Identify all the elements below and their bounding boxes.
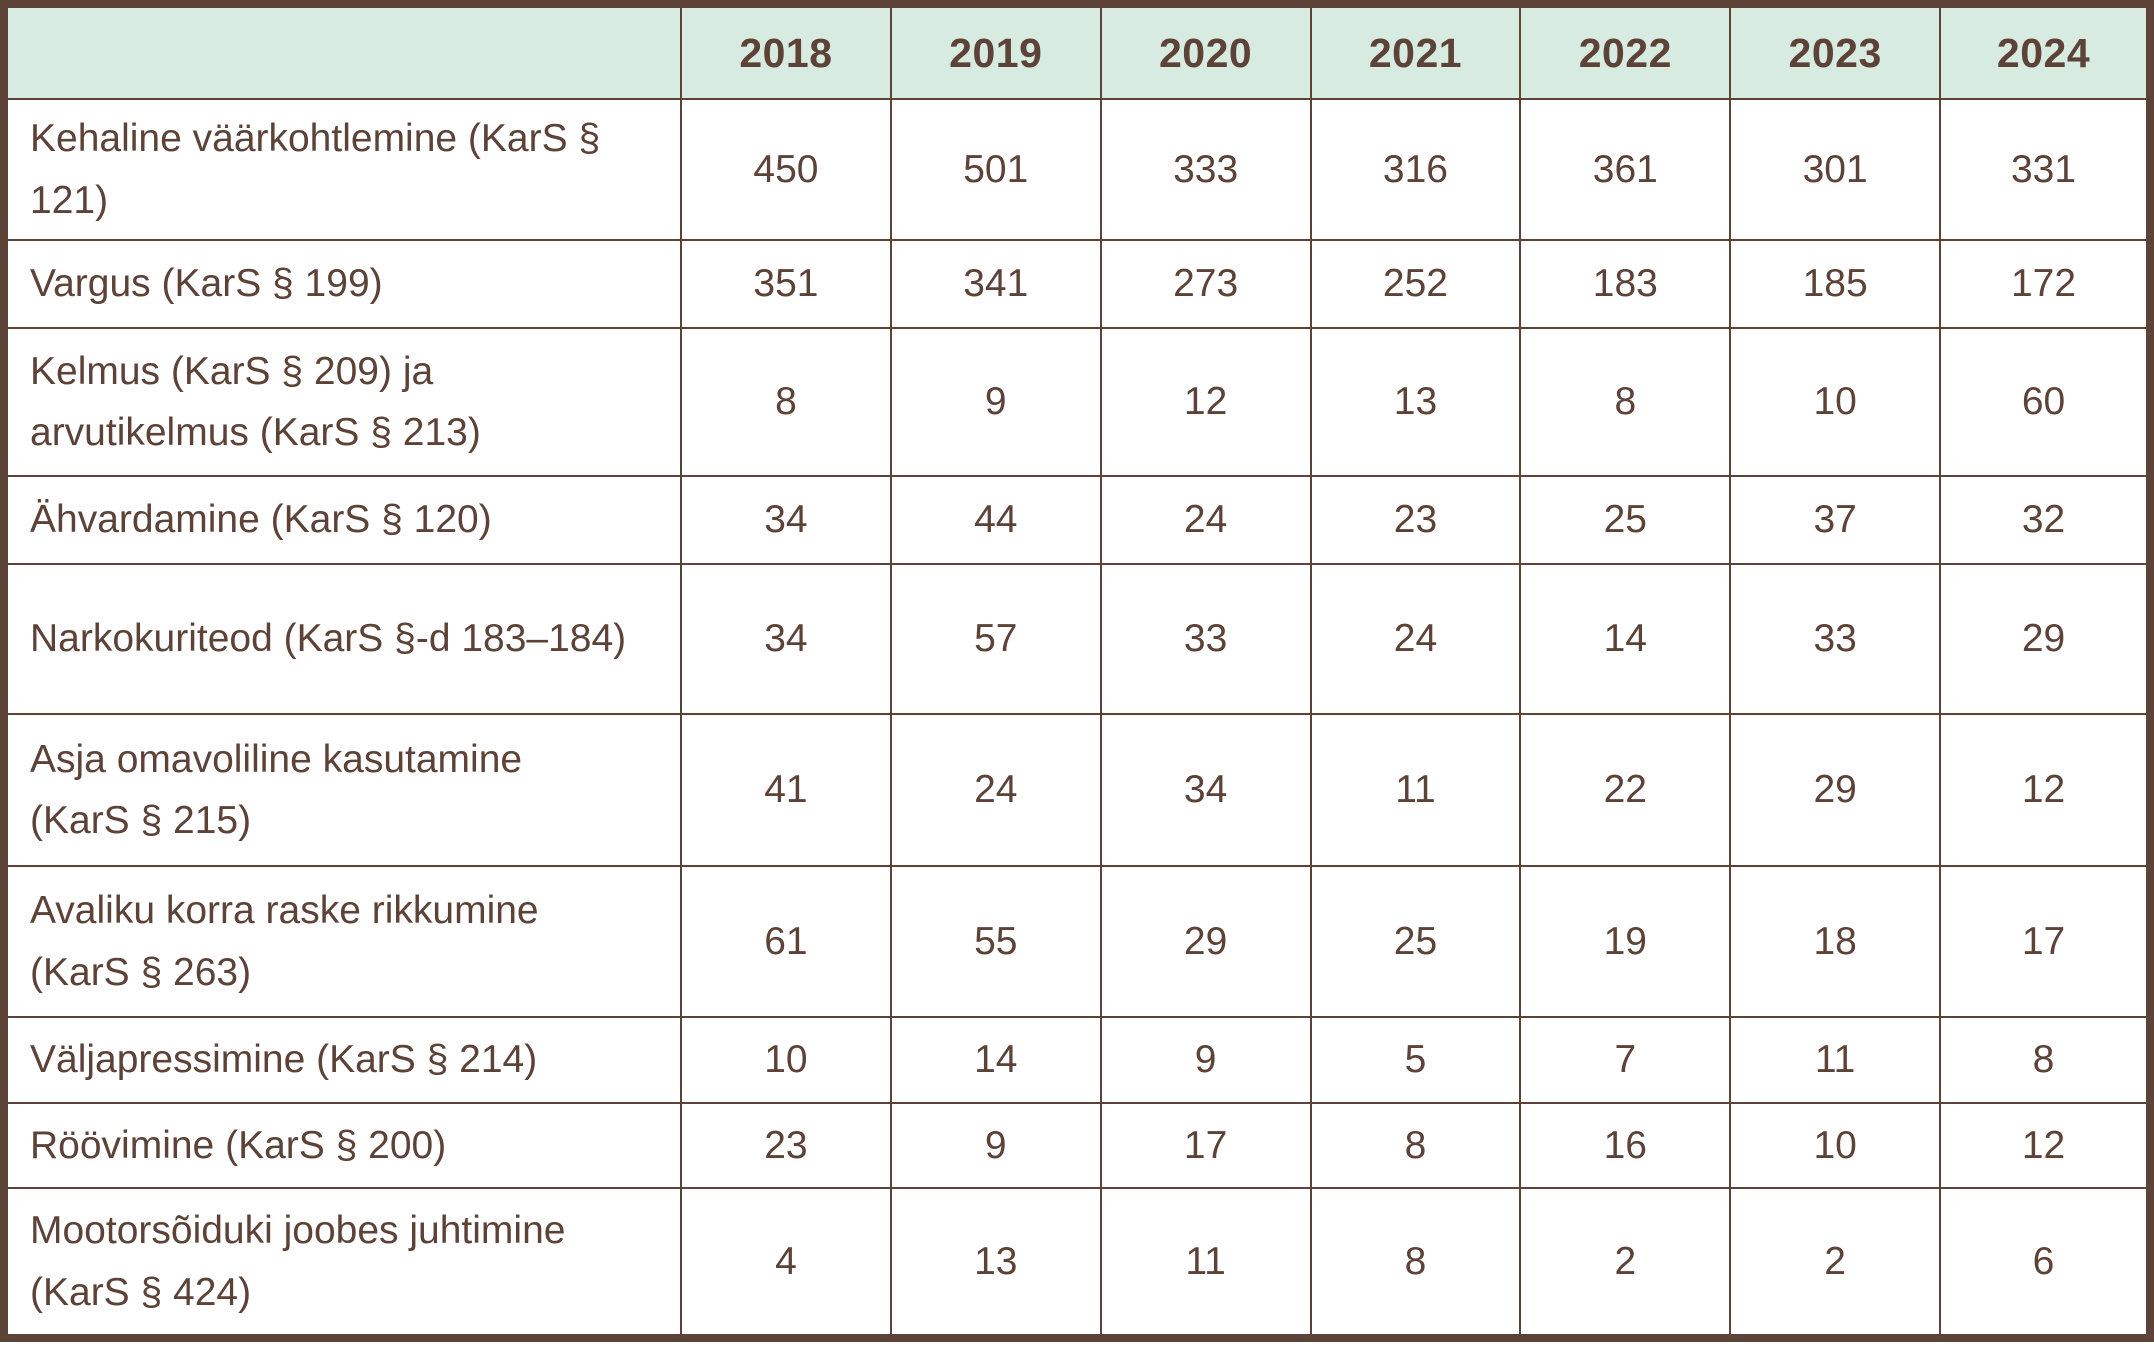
- value-cell: 57: [891, 564, 1101, 714]
- value-cell: 6: [1940, 1188, 2150, 1338]
- value-cell: 34: [681, 564, 891, 714]
- offence-label: Mootorsõiduki joobes juhtimine (KarS § 424): [4, 1188, 681, 1338]
- value-cell: 25: [1311, 866, 1521, 1017]
- value-cell: 8: [1311, 1188, 1521, 1338]
- value-cell: 32: [1940, 476, 2150, 564]
- value-cell: 185: [1730, 240, 1940, 328]
- value-cell: 8: [681, 328, 891, 476]
- table-row: [4, 564, 2150, 714]
- value-cell: 23: [1311, 476, 1521, 564]
- table-row: [4, 866, 2150, 1017]
- value-cell: 8: [1311, 1103, 1521, 1188]
- offence-label: Kehaline väärkohtlemine (KarS § 121): [4, 99, 681, 240]
- value-cell: 29: [1940, 564, 2150, 714]
- value-cell: 183: [1520, 240, 1730, 328]
- value-cell: 2: [1730, 1188, 1940, 1338]
- offence-label: Väljapressimine (KarS § 214): [4, 1017, 681, 1103]
- value-cell: 10: [1730, 1103, 1940, 1188]
- offence-label: Ähvardamine (KarS § 120): [4, 476, 681, 564]
- value-cell: 60: [1940, 328, 2150, 476]
- value-cell: 450: [681, 99, 891, 240]
- offence-label: Kelmus (KarS § 209) ja arvutikelmus (KarS § 213): [4, 328, 681, 476]
- value-cell: 55: [891, 866, 1101, 1017]
- table-row: [4, 328, 2150, 476]
- value-cell: 25: [1520, 476, 1730, 564]
- table-row: [4, 1103, 2150, 1188]
- value-cell: 41: [681, 714, 891, 866]
- offence-label: Vargus (KarS § 199): [4, 240, 681, 328]
- value-cell: 331: [1940, 99, 2150, 240]
- value-cell: 8: [1940, 1017, 2150, 1103]
- value-cell: 9: [1101, 1017, 1311, 1103]
- value-cell: 5: [1311, 1017, 1521, 1103]
- value-cell: 22: [1520, 714, 1730, 866]
- year-header-2023: 2023: [1730, 4, 1940, 99]
- value-cell: 24: [1311, 564, 1521, 714]
- value-cell: 11: [1101, 1188, 1311, 1338]
- value-cell: 17: [1101, 1103, 1311, 1188]
- value-cell: 11: [1311, 714, 1521, 866]
- value-cell: 29: [1730, 714, 1940, 866]
- value-cell: 61: [681, 866, 891, 1017]
- year-header-2022: 2022: [1520, 4, 1730, 99]
- value-cell: 351: [681, 240, 891, 328]
- value-cell: 14: [1520, 564, 1730, 714]
- value-cell: 13: [1311, 328, 1521, 476]
- year-header-2021: 2021: [1311, 4, 1521, 99]
- value-cell: 34: [1101, 714, 1311, 866]
- offence-label: Asja omavoliline kasutamine (KarS § 215): [4, 714, 681, 866]
- value-cell: 34: [681, 476, 891, 564]
- value-cell: 11: [1730, 1017, 1940, 1103]
- year-header-2018: 2018: [681, 4, 891, 99]
- value-cell: 17: [1940, 866, 2150, 1017]
- value-cell: 8: [1520, 328, 1730, 476]
- value-cell: 316: [1311, 99, 1521, 240]
- table-body: [4, 99, 2150, 1338]
- value-cell: 10: [681, 1017, 891, 1103]
- table-row: [4, 714, 2150, 866]
- table-row: [4, 99, 2150, 240]
- header-row: [4, 4, 2150, 99]
- table-row: [4, 1017, 2150, 1103]
- value-cell: 7: [1520, 1017, 1730, 1103]
- value-cell: 501: [891, 99, 1101, 240]
- year-header-2020: 2020: [1101, 4, 1311, 99]
- value-cell: 333: [1101, 99, 1311, 240]
- value-cell: 301: [1730, 99, 1940, 240]
- year-header-2019: 2019: [891, 4, 1101, 99]
- value-cell: 13: [891, 1188, 1101, 1338]
- value-cell: 10: [1730, 328, 1940, 476]
- value-cell: 33: [1101, 564, 1311, 714]
- value-cell: 361: [1520, 99, 1730, 240]
- value-cell: 23: [681, 1103, 891, 1188]
- value-cell: 9: [891, 328, 1101, 476]
- value-cell: 4: [681, 1188, 891, 1338]
- value-cell: 24: [1101, 476, 1311, 564]
- value-cell: 19: [1520, 866, 1730, 1017]
- value-cell: 12: [1101, 328, 1311, 476]
- value-cell: 172: [1940, 240, 2150, 328]
- offence-label: Narkokuriteod (KarS §-d 183–184): [4, 564, 681, 714]
- value-cell: 12: [1940, 714, 2150, 866]
- table-row: [4, 1188, 2150, 1338]
- value-cell: 252: [1311, 240, 1521, 328]
- table-row: [4, 476, 2150, 564]
- year-header-2024: 2024: [1940, 4, 2150, 99]
- value-cell: 29: [1101, 866, 1311, 1017]
- value-cell: 12: [1940, 1103, 2150, 1188]
- value-cell: 341: [891, 240, 1101, 328]
- value-cell: 9: [891, 1103, 1101, 1188]
- corner-cell: [4, 4, 681, 99]
- value-cell: 33: [1730, 564, 1940, 714]
- value-cell: 24: [891, 714, 1101, 866]
- value-cell: 273: [1101, 240, 1311, 328]
- value-cell: 44: [891, 476, 1101, 564]
- value-cell: 16: [1520, 1103, 1730, 1188]
- table-row: [4, 240, 2150, 328]
- value-cell: 14: [891, 1017, 1101, 1103]
- value-cell: 18: [1730, 866, 1940, 1017]
- value-cell: 2: [1520, 1188, 1730, 1338]
- offence-label: Röövimine (KarS § 200): [4, 1103, 681, 1188]
- value-cell: 37: [1730, 476, 1940, 564]
- offence-label: Avaliku korra raske rikkumine (KarS § 263): [4, 866, 681, 1017]
